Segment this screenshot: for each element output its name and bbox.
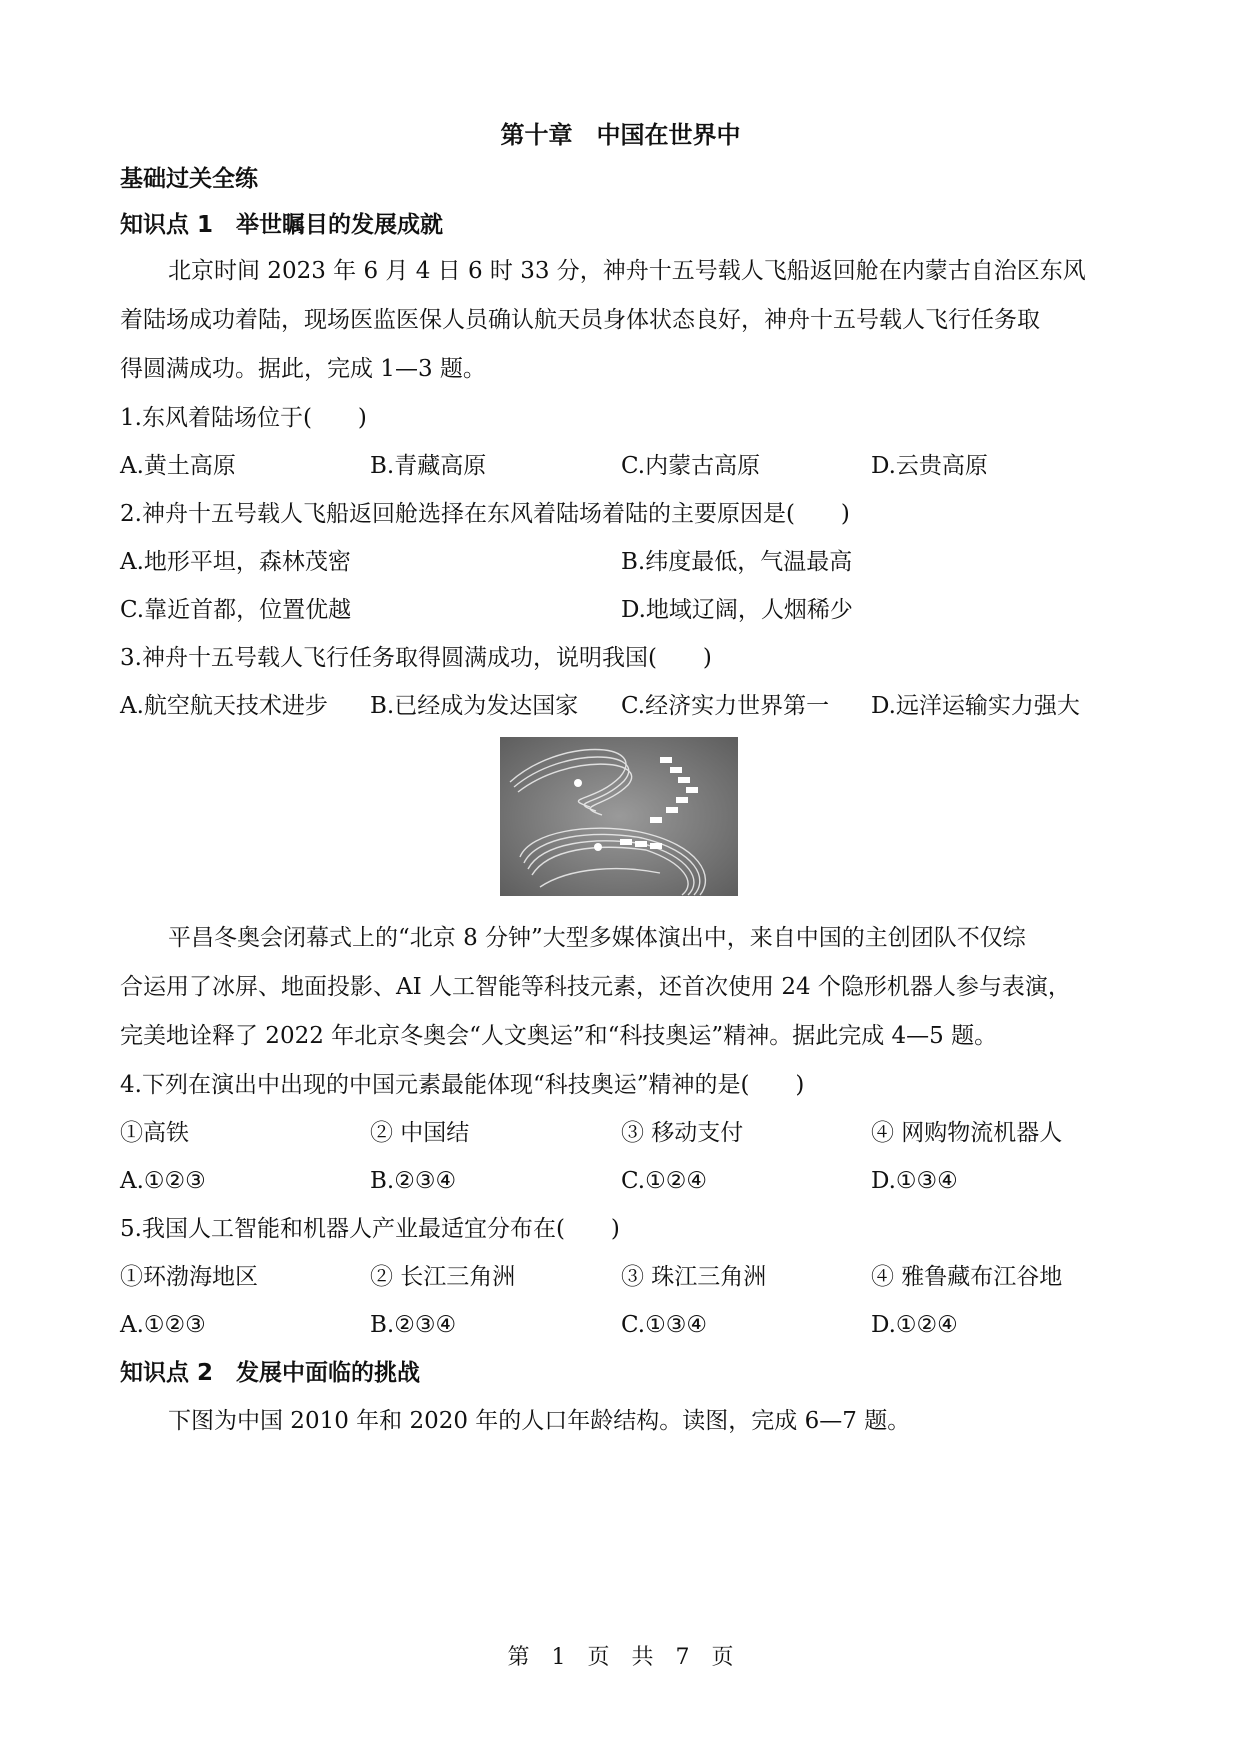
- question-4-item-3: ③ 移动支付: [621, 1120, 744, 1146]
- question-3-stem: 3.神舟十五号载人飞行任务取得圆满成功，说明我国( ): [120, 645, 712, 671]
- question-1-option-c: C.内蒙古高原: [621, 453, 761, 479]
- question-5-item-1: ①环渤海地区: [120, 1264, 258, 1290]
- question-5-item-4: ④ 雅鲁藏布江谷地: [871, 1264, 1063, 1290]
- question-5-item-3: ③ 珠江三角洲: [621, 1264, 767, 1290]
- question-3-option-a: A.航空航天技术进步: [120, 693, 328, 719]
- passage-1-line: 得圆满成功。据此，完成 1—3 题。: [120, 356, 486, 382]
- question-1-option-d: D.云贵高原: [871, 453, 988, 479]
- page-footer: 第 1 页 共 7 页: [507, 1645, 734, 1670]
- question-3-option-d: D.远洋运输实力强大: [871, 693, 1080, 719]
- question-2-option-d: D.地域辽阔，人烟稀少: [621, 597, 853, 623]
- question-1-option-a: A.黄土高原: [120, 453, 236, 479]
- section-heading: 基础过关全练: [120, 166, 258, 192]
- question-4-option-d: D.①③④: [871, 1168, 958, 1194]
- passage-2-line: 合运用了冰屏、地面投影、AI 人工智能等科技元素，还首次使用 24 个隐形机器人参与表演，: [120, 974, 1071, 1000]
- passage-2-line: 完美地诠释了 2022 年北京冬奥会“人文奥运”和“科技奥运”精神。据此完成 4—5 题。: [120, 1023, 998, 1049]
- question-5-item-2: ② 长江三角洲: [370, 1264, 516, 1290]
- question-2-option-a: A.地形平坦，森林茂密: [120, 549, 351, 575]
- question-2-option-b: B.纬度最低，气温最高: [621, 549, 853, 575]
- passage-1-line: 着陆场成功着陆，现场医监医保人员确认航天员身体状态良好，神舟十五号载人飞行任务取: [120, 307, 1040, 333]
- question-5-option-b: B.②③④: [370, 1312, 457, 1338]
- question-5-option-a: A.①②③: [120, 1312, 206, 1338]
- question-4-option-a: A.①②③: [120, 1168, 206, 1194]
- passage-1-line: 北京时间 2023 年 6 月 4 日 6 时 33 分，神舟十五号载人飞船返回舱在内蒙古自治区东风: [168, 258, 1086, 284]
- question-4-option-b: B.②③④: [370, 1168, 457, 1194]
- passage-3: 下图为中国 2010 年和 2020 年的人口年龄结构。读图，完成 6—7 题。: [168, 1408, 911, 1434]
- knowledge-point-1-heading: 知识点 1 举世瞩目的发展成就: [120, 212, 444, 238]
- question-4-item-4: ④ 网购物流机器人: [871, 1120, 1063, 1146]
- question-4-option-c: C.①②④: [621, 1168, 707, 1194]
- passage-2-line: 平昌冬奥会闭幕式上的“北京 8 分钟”大型多媒体演出中，来自中国的主创团队不仅综: [168, 925, 1026, 951]
- question-4-item-2: ② 中国结: [370, 1120, 470, 1146]
- question-3-option-b: B.已经成为发达国家: [370, 693, 579, 719]
- light-trails-illustration: [500, 737, 738, 896]
- question-5-option-d: D.①②④: [871, 1312, 958, 1338]
- chapter-title: 第十章 中国在世界中: [500, 121, 741, 149]
- question-3-option-c: C.经济实力世界第一: [621, 693, 830, 719]
- knowledge-point-2-heading: 知识点 2 发展中面临的挑战: [120, 1360, 421, 1386]
- question-1-stem: 1.东风着陆场位于( ): [120, 405, 367, 431]
- question-2-stem: 2.神舟十五号载人飞船返回舱选择在东风着陆场着陆的主要原因是( ): [120, 501, 850, 527]
- question-2-option-c: C.靠近首都，位置优越: [120, 597, 352, 623]
- question-5-option-c: C.①③④: [621, 1312, 707, 1338]
- question-4-stem: 4.下列在演出中出现的中国元素最能体现“科技奥运”精神的是( ): [120, 1072, 805, 1098]
- performance-photo: [500, 737, 738, 896]
- question-4-item-1: ①高铁: [120, 1120, 189, 1146]
- question-1-option-b: B.青藏高原: [370, 453, 487, 479]
- question-5-stem: 5.我国人工智能和机器人产业最适宜分布在( ): [120, 1216, 620, 1242]
